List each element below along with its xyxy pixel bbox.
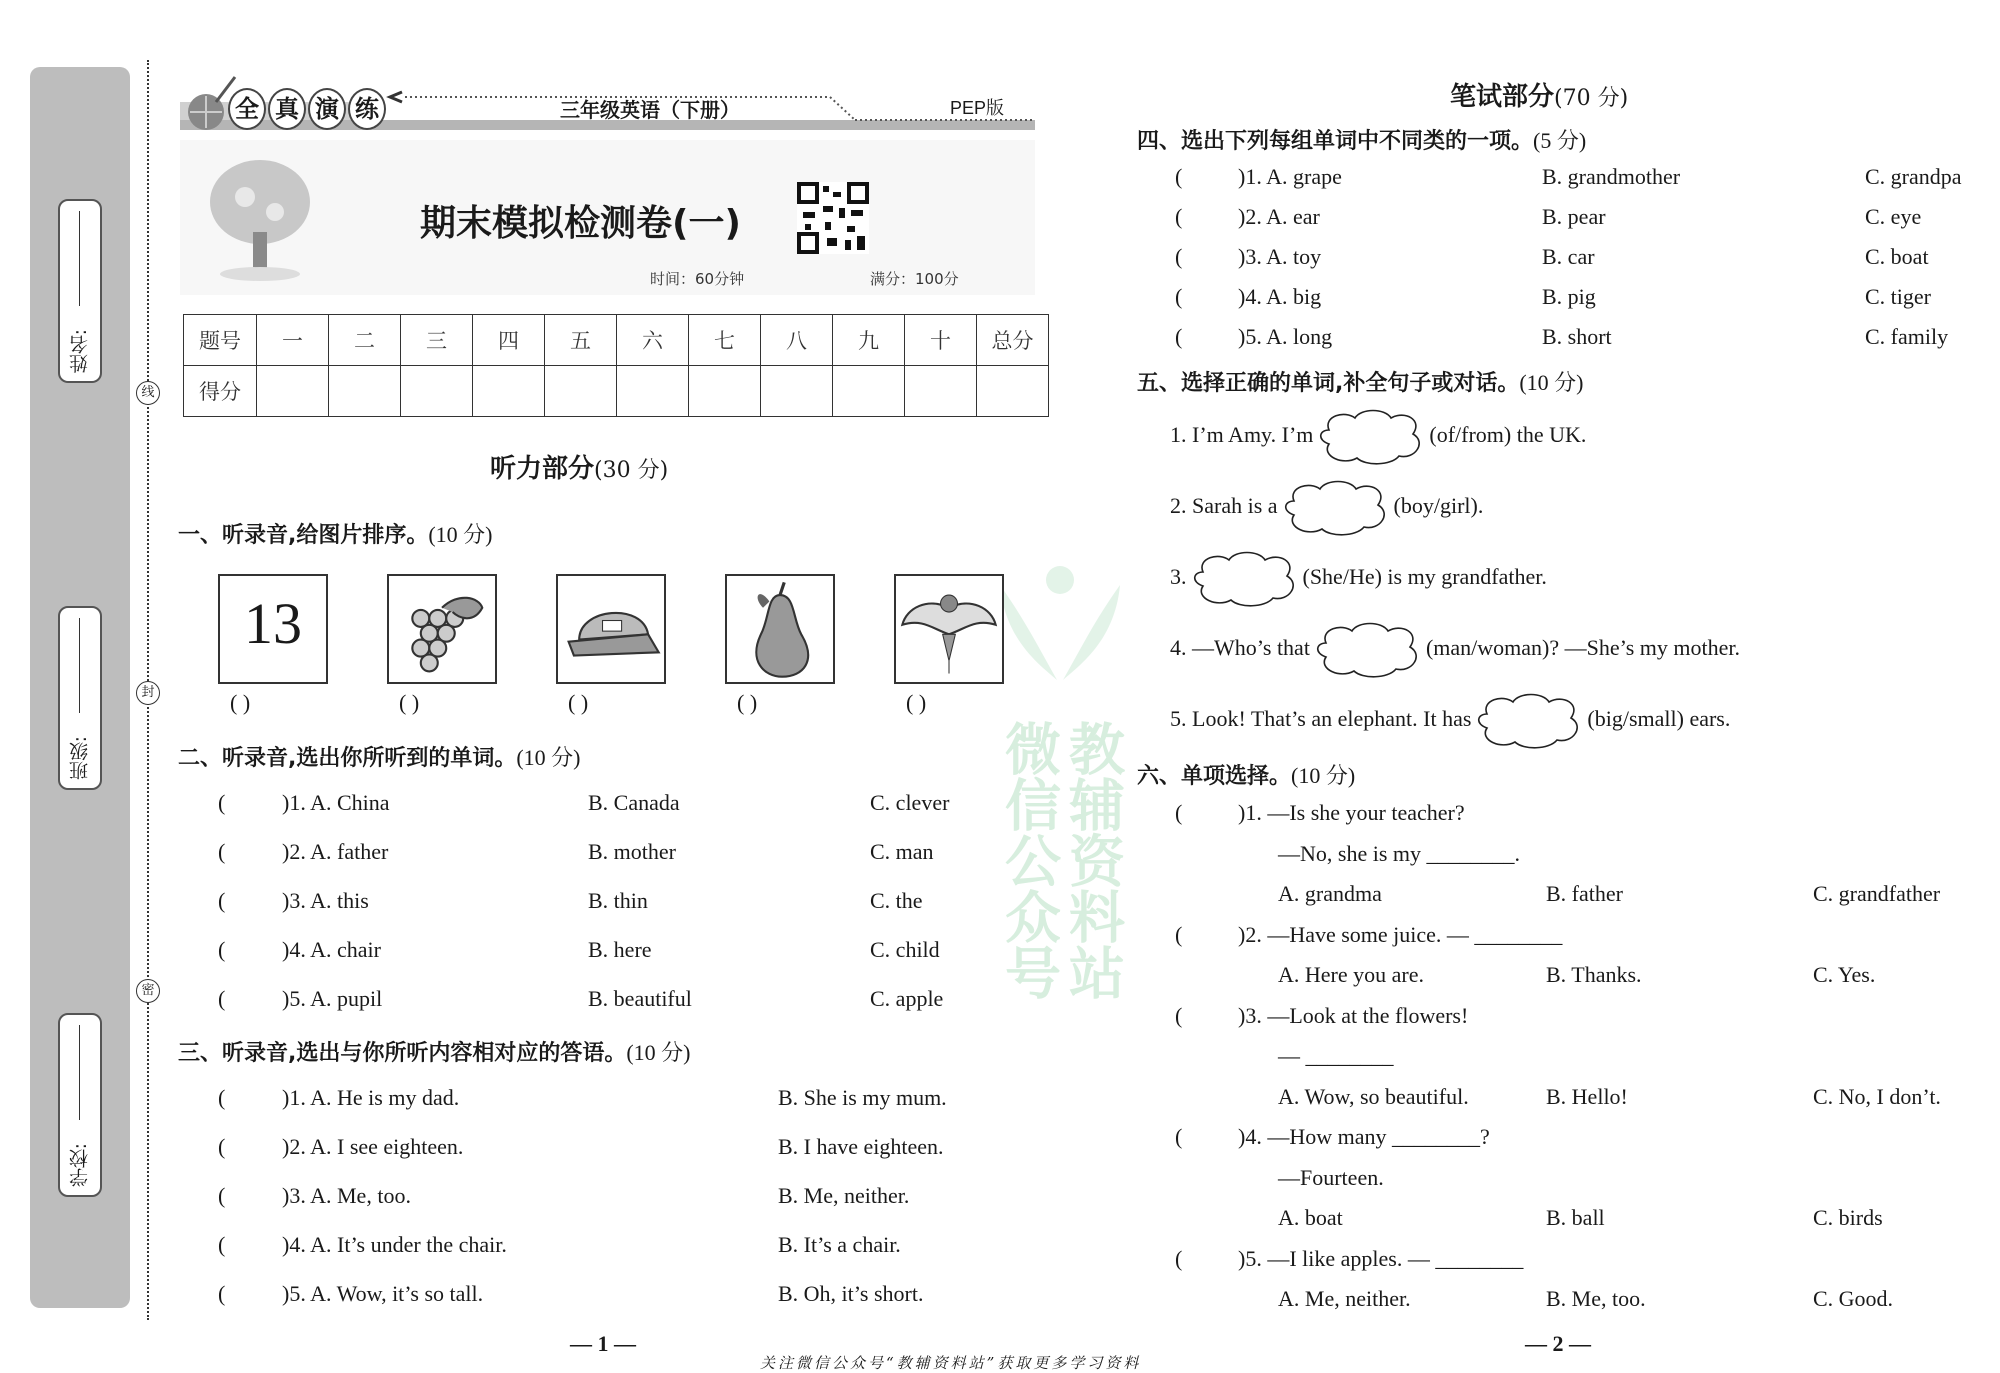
score-cell[interactable] — [977, 366, 1049, 417]
answer-blank[interactable]: ( — [1175, 324, 1183, 349]
option-a: A. Wow, so beautiful. — [1278, 1083, 1469, 1109]
question-text: )4. —How many ________? — [1238, 1124, 1490, 1149]
score-row-label: 得分 — [184, 366, 257, 417]
score-cell[interactable] — [833, 366, 905, 417]
writing-points: (70 分) — [1554, 86, 1629, 111]
option-a: )1. A. He is my dad. — [282, 1085, 460, 1110]
listening-points: (30 分) — [594, 458, 669, 483]
series-char-2: 真 — [268, 88, 306, 130]
answer-blank[interactable]: ( — [218, 888, 226, 913]
answer-blank[interactable]: ( — [218, 1085, 226, 1110]
picture-cap — [556, 574, 666, 684]
answer-blank[interactable]: ( — [218, 1232, 226, 1257]
answer-cloud-blank[interactable] — [1189, 550, 1301, 608]
edition-label: PEP版 — [950, 98, 1005, 118]
option-b: B. here — [588, 937, 652, 962]
class-label: 班级: — [69, 735, 91, 780]
option-a: )4. A. It’s under the chair. — [282, 1232, 507, 1257]
option-b: B. pig — [1542, 284, 1596, 309]
answer-blank[interactable]: ( — [218, 839, 226, 864]
option-a: A. Me, neither. — [1278, 1286, 1411, 1311]
section-title: 三、听录音,选出与你所听内容相对应的答语。 — [178, 1041, 627, 1066]
option-c: C. grandfather — [1813, 881, 1941, 906]
option-a: )5. A. pupil — [282, 986, 383, 1011]
score-cell[interactable] — [329, 366, 401, 417]
option-b: B. car — [1542, 244, 1595, 269]
section-heading-section6 — [1137, 759, 1355, 790]
option-b: B. It’s a chair. — [778, 1232, 901, 1257]
fill-in-sentence — [1170, 406, 1586, 466]
answer-blank[interactable]: ( — [218, 1134, 226, 1159]
picture-grapes — [387, 574, 497, 684]
option-c: C. boat — [1865, 244, 1929, 269]
option-c: C. No, I don’t. — [1813, 1083, 1941, 1109]
answer-blank[interactable]: ( — [218, 1183, 226, 1208]
section-heading-section5 — [1137, 366, 1584, 397]
series-char-1: 全 — [228, 88, 266, 130]
qr-code[interactable] — [797, 182, 869, 254]
option-a: )2. A. ear — [1238, 204, 1320, 229]
question-text: )1. —Is she your teacher? — [1238, 800, 1465, 825]
answer-blank[interactable]: ( — [1175, 1245, 1183, 1271]
seal-mark-line: 线 — [136, 381, 160, 405]
sentence-before: 4. —Who’s that — [1170, 635, 1310, 660]
option-b: B. Oh, it’s short. — [778, 1281, 924, 1306]
score-header-cell: 四 — [473, 315, 545, 366]
fill-in-sentence — [1170, 690, 1730, 750]
option-b: B. I have eighteen. — [778, 1134, 944, 1159]
series-char-3: 演 — [308, 88, 346, 130]
fill-in-sentence — [1170, 548, 1547, 608]
option-b: B. She is my mum. — [778, 1085, 947, 1110]
score-header-cell: 六 — [617, 315, 689, 366]
section-heading-section2 — [178, 741, 581, 772]
score-table-header-row — [184, 315, 1049, 366]
section-points: (10 分) — [516, 745, 581, 770]
answer-cloud-blank[interactable] — [1315, 408, 1427, 466]
option-a: )2. A. father — [282, 839, 389, 864]
writing-part-heading — [1450, 76, 1628, 113]
section-title: 二、听录音,选出你所听到的单词。 — [178, 746, 517, 771]
class-field[interactable] — [58, 606, 102, 790]
option-b: B. short — [1542, 324, 1612, 349]
writing-title: 笔试部分 — [1450, 82, 1555, 112]
sentence-after: (of/from) the UK. — [1429, 422, 1587, 447]
option-c: C. the — [870, 888, 923, 913]
section-points: (10 分) — [626, 1040, 691, 1065]
option-a: A. boat — [1278, 1205, 1343, 1230]
paper-title: 期末模拟检测卷(一) — [420, 203, 741, 244]
response-text: —Fourteen. — [1278, 1164, 1384, 1190]
fill-in-sentence — [1170, 477, 1483, 537]
seal-mark-seal: 封 — [136, 681, 160, 705]
option-b: B. pear — [1542, 204, 1606, 229]
score-header-cell: 题号 — [184, 315, 257, 366]
option-a: A. grandma — [1278, 881, 1382, 906]
option-a: )5. A. long — [1238, 324, 1333, 349]
order-blank[interactable]: ( ) — [737, 690, 758, 715]
order-blank[interactable]: ( ) — [230, 690, 251, 715]
option-b: B. mother — [588, 839, 676, 864]
option-c: C. family — [1865, 324, 1949, 349]
section-heading-section1 — [178, 518, 493, 549]
option-a: )3. A. this — [282, 888, 369, 913]
option-a: )3. A. toy — [1238, 244, 1322, 269]
score-header-cell: 七 — [689, 315, 761, 366]
option-a: )5. A. Wow, it’s so tall. — [282, 1281, 484, 1306]
section-points: (10 分) — [1291, 763, 1356, 788]
listening-part-heading — [490, 448, 668, 485]
answer-cloud-blank[interactable] — [1312, 621, 1424, 679]
option-c: C. Good. — [1813, 1286, 1894, 1311]
bird-icon — [896, 576, 1002, 682]
series-char-4: 练 — [348, 88, 386, 130]
option-c: C. eye — [1865, 204, 1922, 229]
seal-mark-secret: 密 — [136, 979, 160, 1003]
score-table — [183, 314, 1049, 417]
answer-blank[interactable]: ( — [1175, 164, 1183, 189]
section-title: 一、听录音,给图片排序。 — [178, 523, 429, 548]
question-text: )5. —I like apples. — ________ — [1238, 1245, 1524, 1271]
series-header — [180, 72, 1035, 134]
score-header-cell: 三 — [401, 315, 473, 366]
score-header-cell: 五 — [545, 315, 617, 366]
pear-icon — [727, 576, 833, 682]
order-blank[interactable]: ( ) — [399, 690, 420, 715]
order-blank[interactable]: ( ) — [568, 690, 589, 715]
full-score: 满分：100分 — [870, 270, 959, 288]
option-b: B. grandmother — [1542, 164, 1681, 189]
question-text: )2. —Have some juice. — ________ — [1238, 921, 1563, 947]
page-number-2: — 2 — — [1525, 1331, 1591, 1356]
score-header-cell: 一 — [257, 315, 329, 366]
score-header-cell: 总分 — [977, 315, 1049, 366]
picture-bird — [894, 574, 1004, 684]
section-heading-section4 — [1137, 124, 1586, 155]
option-c: C. birds — [1813, 1205, 1883, 1230]
option-b: B. Thanks. — [1546, 962, 1642, 987]
sentence-before: 2. Sarah is a — [1170, 493, 1278, 518]
score-cell[interactable] — [689, 366, 761, 417]
answer-blank[interactable]: ( — [1175, 1002, 1183, 1028]
answer-blank[interactable]: ( — [218, 937, 226, 962]
section-title: 五、选择正确的单词,补全句子或对话。 — [1137, 371, 1520, 396]
section-heading-section3 — [178, 1036, 691, 1067]
answer-blank[interactable]: ( — [1175, 800, 1183, 825]
school-field[interactable] — [58, 1013, 102, 1197]
score-cell[interactable] — [401, 366, 473, 417]
section-points: (10 分) — [1519, 370, 1584, 395]
footer-note: 关注微信公众号“教辅资料站”获取更多学习资料 — [760, 1354, 1142, 1372]
picture-number-13 — [218, 574, 328, 684]
watermark-line1: 微信公众号 — [996, 720, 1061, 1000]
sentence-before: 1. I’m Amy. I’m — [1170, 422, 1314, 447]
option-b: B. beautiful — [588, 986, 692, 1011]
answer-cloud-blank[interactable] — [1473, 692, 1585, 750]
fill-in-sentence — [1170, 619, 1740, 679]
section-title: 六、单项选择。 — [1137, 764, 1292, 789]
option-c: C. child — [870, 937, 940, 962]
score-header-cell: 二 — [329, 315, 401, 366]
watermark-line2: 教辅资料站 — [1060, 720, 1125, 1000]
score-table-score-row — [184, 366, 1049, 417]
score-header-cell: 十 — [905, 315, 977, 366]
answer-blank[interactable]: ( — [1175, 284, 1183, 309]
name-field[interactable] — [58, 199, 102, 383]
score-cell[interactable] — [545, 366, 617, 417]
option-c: C. grandpa — [1865, 164, 1962, 189]
option-a: )3. A. Me, too. — [282, 1183, 411, 1208]
question-text: )3. —Look at the flowers! — [1238, 1002, 1469, 1028]
picture-pear — [725, 574, 835, 684]
option-c: C. Yes. — [1813, 962, 1876, 987]
score-cell[interactable] — [761, 366, 833, 417]
score-cell[interactable] — [473, 366, 545, 417]
answer-cloud-blank[interactable] — [1280, 479, 1392, 537]
order-blank[interactable]: ( ) — [906, 690, 927, 715]
sentence-after: (big/small) ears. — [1587, 706, 1731, 731]
sentence-after: (She/He) is my grandfather. — [1302, 564, 1547, 589]
option-a: )1. A. China — [282, 790, 390, 815]
section-points: (5 分) — [1533, 128, 1587, 153]
answer-blank[interactable]: ( — [1175, 204, 1183, 229]
response-text: —No, she is my ________. — [1278, 840, 1520, 866]
number-13-text: 13 — [244, 591, 302, 656]
answer-blank[interactable]: ( — [218, 986, 226, 1011]
answer-blank[interactable]: ( — [218, 790, 226, 815]
student-info-sidebar — [30, 67, 130, 1308]
cap-icon — [558, 576, 664, 682]
answer-blank[interactable]: ( — [1175, 244, 1183, 269]
watermark-logo — [995, 560, 1125, 690]
sentence-before: 5. Look! That’s an elephant. It has — [1170, 706, 1472, 731]
option-c: C. apple — [870, 986, 944, 1011]
option-b: B. thin — [588, 888, 648, 913]
option-b: B. Me, neither. — [778, 1183, 910, 1208]
score-cell[interactable] — [257, 366, 329, 417]
score-cell[interactable] — [905, 366, 977, 417]
section-title: 四、选出下列每组单词中不同类的一项。 — [1137, 129, 1534, 154]
answer-blank[interactable]: ( — [1175, 921, 1183, 947]
option-c: C. clever — [870, 790, 950, 815]
paper-title-area — [180, 140, 1035, 295]
tree-illustration — [205, 152, 315, 282]
answer-blank[interactable]: ( — [218, 1281, 226, 1306]
option-b: B. father — [1546, 881, 1623, 906]
score-header-cell: 九 — [833, 315, 905, 366]
listening-title: 听力部分 — [490, 454, 595, 484]
option-a: A. Here you are. — [1278, 962, 1424, 987]
option-a: )1. A. grape — [1238, 164, 1342, 189]
sentence-after: (man/woman)? —She’s my mother. — [1425, 635, 1740, 660]
option-b: B. Canada — [588, 790, 680, 815]
option-c: C. tiger — [1865, 284, 1931, 309]
sentence-before: 3. — [1170, 564, 1187, 589]
option-a: )2. A. I see eighteen. — [282, 1134, 464, 1159]
name-label: 姓名: — [69, 328, 91, 373]
page-number-1: — 1 — — [570, 1331, 636, 1356]
answer-blank[interactable]: ( — [1175, 1124, 1183, 1149]
option-a: )4. A. chair — [282, 937, 381, 962]
school-label: 学校: — [69, 1142, 91, 1187]
option-b: B. ball — [1546, 1205, 1605, 1230]
score-header-cell: 八 — [761, 315, 833, 366]
time-limit: 时间：60分钟 — [650, 270, 745, 288]
grapes-icon — [389, 576, 495, 682]
response-text: — ________ — [1278, 1043, 1394, 1068]
option-b: B. Hello! — [1546, 1083, 1628, 1109]
option-b: B. Me, too. — [1546, 1286, 1646, 1311]
option-a: )4. A. big — [1238, 284, 1322, 309]
score-cell[interactable] — [617, 366, 689, 417]
option-c: C. man — [870, 839, 934, 864]
subject-label: 三年级英语（下册） — [560, 98, 740, 122]
section-points: (10 分) — [428, 522, 493, 547]
sentence-after: (boy/girl). — [1393, 493, 1484, 518]
